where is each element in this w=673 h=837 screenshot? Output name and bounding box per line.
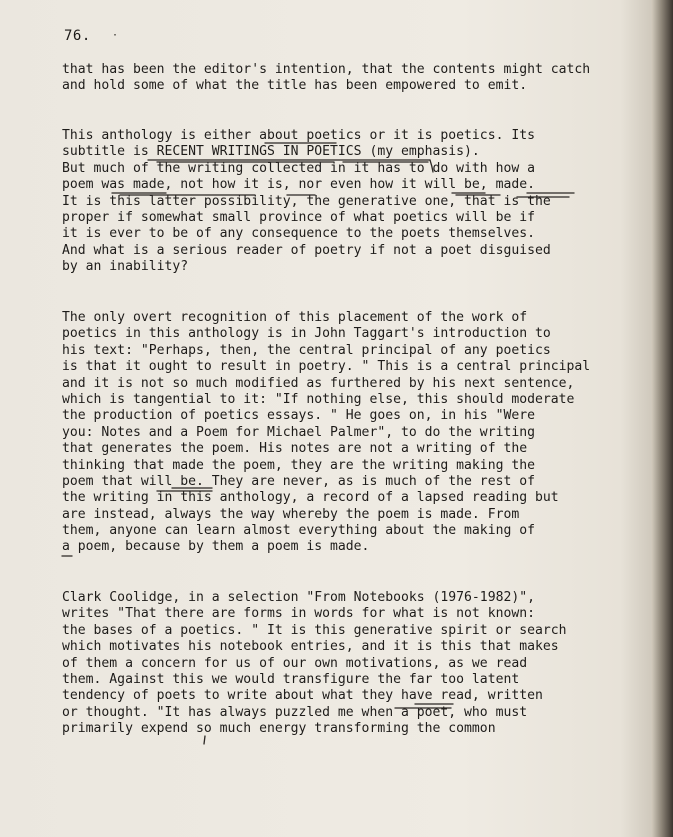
text-line: that generates the poem. His notes are not a writing of the [62, 441, 528, 457]
text-line: a poem, because by them a poem is made. [62, 539, 370, 555]
text-line: which motivates his notebook entries, and it is this that makes [62, 639, 559, 655]
text-line: the production of poetics essays. " He goes on, in his "Were [62, 408, 535, 424]
text-line: proper if somewhat small province of what poetics will be if [62, 209, 535, 225]
text-line: poem was made, not how it is, nor even how it will be, made. [62, 177, 535, 193]
text-line: primarily expend so much energy transforming the common [62, 721, 496, 737]
text-line: This anthology is either about poetics or it is poetics. Its [62, 128, 535, 143]
text-line: or thought. "It has always puzzled me when a poet, who must [62, 704, 528, 720]
paragraph-2 [62, 128, 622, 276]
text-line: And what is a serious reader of poetry if not a poet disguised [62, 242, 551, 258]
paragraph-4 [62, 590, 622, 738]
text-line: you: Notes and a Poem for Michael Palmer", to do the writing [62, 424, 535, 440]
text-line: is that it ought to result in poetry. " This is a central principal [62, 359, 591, 375]
text-line: It is this latter possibility, the generative one, that is the [62, 193, 551, 209]
text-line: are instead, always the way whereby the poem is made. From [62, 506, 520, 522]
text-line: poem that will be. They are never, as is much of the rest of [62, 473, 535, 489]
text-line: The only overt recognition of this placement of the work of [62, 310, 528, 325]
text-line: poetics in this anthology is in John Taggart's introduction to [62, 326, 551, 342]
page-number: 76. [64, 28, 91, 44]
text-line: and hold some of what the title has been empowered to emit. [62, 78, 528, 94]
book-gutter [652, 0, 673, 837]
text-line: them, anyone can learn almost everything about the making of [62, 523, 535, 539]
text-line: that has been the editor's intention, that the contents might catch [62, 62, 591, 77]
text-line: by an inability? [62, 259, 189, 275]
ink-speck: · [112, 30, 119, 41]
text-line: the writing in this anthology, a record of a lapsed reading but [62, 490, 559, 506]
text-line: But much of the writing collected in it has to do with how a [62, 160, 535, 176]
text-line: tendency of poets to write about what they have read, written [62, 688, 543, 704]
text-line: and it is not so much modified as furthered by his next sentence, [62, 375, 575, 391]
text-line: thinking that made the poem, they are the writing making the [62, 457, 535, 473]
text-line: Clark Coolidge, in a selection "From Notebooks (1976-1982)", [62, 590, 535, 605]
text-line: writes "That there are forms in words for what is not known: [62, 606, 535, 622]
text-line: of them a concern for us of our own motivations, as we read [62, 655, 528, 671]
paragraph-3 [62, 310, 622, 556]
text-line: subtitle is RECENT WRITINGS IN POETICS (my emphasis). [62, 144, 480, 160]
text-line: the bases of a poetics. " It is this generative spirit or search [62, 622, 567, 638]
text-line: his text: "Perhaps, then, the central principal of any poetics [62, 342, 551, 358]
paragraph-1 [62, 62, 622, 95]
text-line: which is tangential to it: "If nothing else, this should moderate [62, 391, 575, 407]
text-line: it is ever to be of any consequence to the poets themselves. [62, 226, 535, 242]
text-line: them. Against this we would transfigure the far too latent [62, 671, 520, 687]
